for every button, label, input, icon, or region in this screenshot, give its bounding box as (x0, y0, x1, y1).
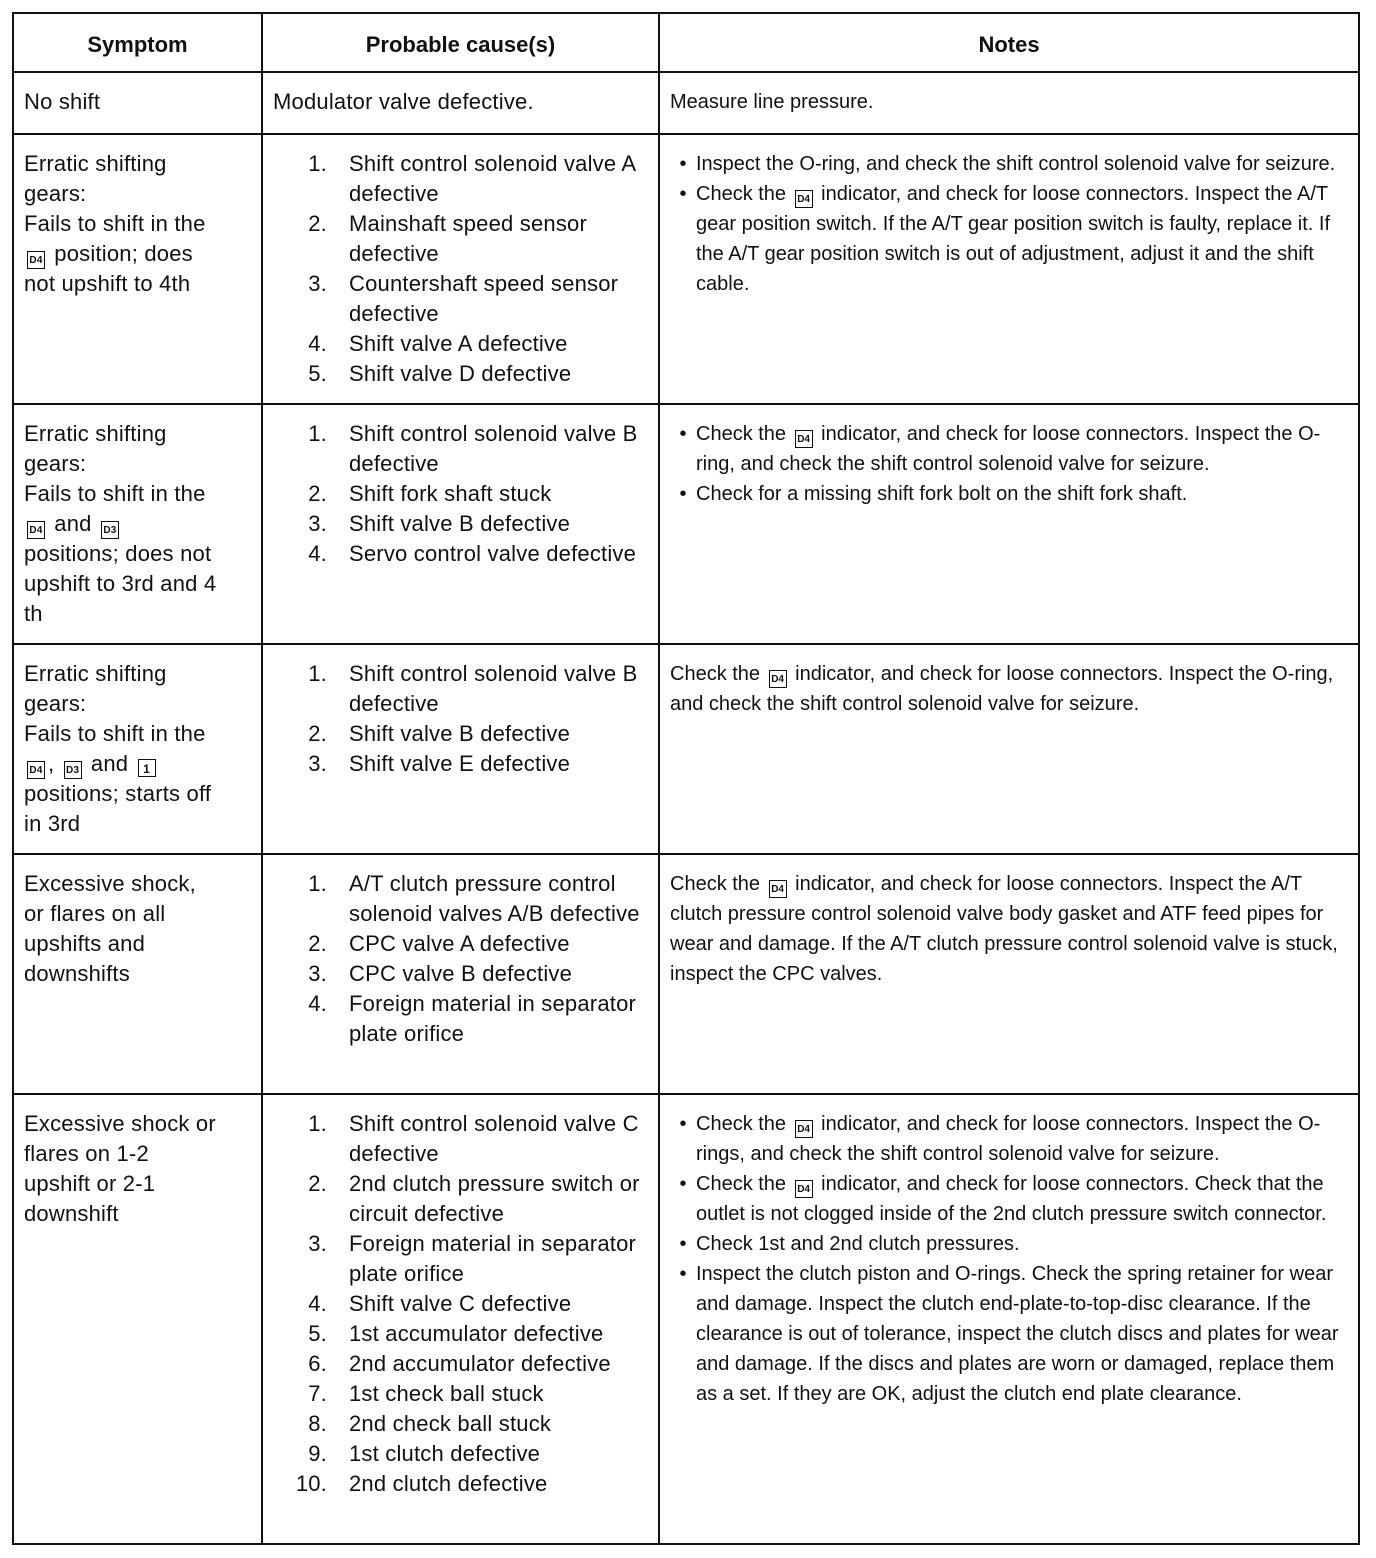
cause-cell (262, 134, 659, 404)
troubleshooting-table (12, 12, 1360, 1545)
symptom-line: upshift to 3rd and 4 (24, 571, 217, 596)
bullet-icon: • (679, 1113, 687, 1135)
cause-number: 5. (308, 361, 327, 386)
cause-text: 2nd clutch pressure switch or circuit defective (349, 1171, 640, 1226)
cause-text: Shift valve B defective (349, 511, 571, 536)
symptom-cell (13, 1094, 262, 1544)
cause-item (287, 479, 648, 509)
cause-list (287, 419, 648, 569)
cause-text: Shift valve C defective (349, 1291, 572, 1316)
cause-item (287, 539, 648, 569)
cause-item (287, 869, 648, 929)
symptom-line: D4 and D3 (24, 509, 251, 539)
cause-cell (262, 72, 659, 134)
notes-item (670, 1169, 1348, 1229)
symptom-line: gears: (24, 451, 87, 476)
position-d4-icon: D4 (795, 1120, 813, 1138)
position-d4-icon: D4 (769, 880, 787, 898)
cause-item (287, 749, 648, 779)
symptom-line: flares on 1-2 (24, 1141, 149, 1166)
cause-number: 3. (308, 961, 327, 986)
cause-text: Countershaft speed sensor defective (349, 271, 619, 326)
notes-text: Check 1st and 2nd clutch pressures. (696, 1233, 1020, 1255)
table-row (13, 404, 1359, 644)
cause-item (287, 1469, 648, 1499)
notes-cell (659, 72, 1359, 134)
symptom-cell (13, 404, 262, 644)
notes-item (670, 479, 1348, 509)
position-d4-icon: D4 (27, 251, 45, 269)
bullet-icon: • (679, 153, 687, 175)
cause-text: 2nd clutch defective (349, 1471, 548, 1496)
notes-text: Check the D4 indicator, and check for loose connectors. Check that the outlet is not clogged inside of the 2nd clutch pressure switch connector. (696, 1173, 1327, 1225)
header-symptom: Symptom (13, 13, 262, 72)
symptom-line: downshift (24, 1201, 119, 1226)
cause-text: Shift control solenoid valve B defective (349, 661, 638, 716)
cause-item (287, 149, 648, 209)
position-1-icon: 1 (138, 759, 156, 777)
cause-text: Foreign material in separator plate orifice (349, 991, 637, 1046)
cause-item (287, 329, 648, 359)
cause-number: 2. (308, 1171, 327, 1196)
cause-text: CPC valve A defective (349, 931, 570, 956)
position-d4-icon: D4 (795, 430, 813, 448)
position-d3-icon: D3 (64, 761, 82, 779)
notes-text: Inspect the clutch piston and O-rings. Check the spring retainer for wear and damage. Inspect the clutch end-plate-to-top-disc clearance. If the clearance is out of tolerance, inspect the clutch discs and plates for wear and damage. If the discs and plates are worn or damaged, replace them as a set. If they are OK, adjust the clutch end plate clearance. (696, 1263, 1339, 1405)
cause-text: Modulator valve defective. (273, 89, 534, 114)
notes-text: Check the D4 indicator, and check for loose connectors. Inspect the A/T clutch pressure control solenoid valve body gasket and ATF feed pipes for wear and damage. If the A/T clutch pressure control solenoid valve is stuck, inspect the CPC valves. (670, 873, 1338, 985)
symptom-line: upshifts and (24, 931, 146, 956)
cause-number: 8. (308, 1411, 327, 1436)
cause-number: 2. (308, 211, 327, 236)
symptom-cell (13, 854, 262, 1094)
cause-item (287, 1169, 648, 1229)
cause-number: 1. (308, 151, 327, 176)
symptom-line: Excessive shock or (24, 1111, 216, 1136)
cause-item (287, 1109, 648, 1169)
cause-text: Shift valve B defective (349, 721, 571, 746)
symptom-line: downshifts (24, 961, 130, 986)
cause-item (287, 1229, 648, 1289)
symptom-line: in 3rd (24, 811, 81, 836)
cause-text: Shift valve A defective (349, 331, 568, 356)
position-d4-icon: D4 (795, 190, 813, 208)
cause-number: 2. (308, 481, 327, 506)
symptom-line: Erratic shifting (24, 151, 167, 176)
notes-item (670, 179, 1348, 299)
header-cause: Probable cause(s) (262, 13, 659, 72)
cause-number: 3. (308, 1231, 327, 1256)
cause-item (287, 1289, 648, 1319)
table-row (13, 644, 1359, 854)
position-d4-icon: D4 (795, 1180, 813, 1198)
symptom-line: positions; does not (24, 541, 212, 566)
cause-number: 7. (308, 1381, 327, 1406)
notes-item (670, 419, 1348, 479)
cause-text: Shift control solenoid valve A defective (349, 151, 636, 206)
bullet-icon: • (679, 1263, 687, 1285)
bullet-icon: • (679, 1233, 687, 1255)
symptom-line: Fails to shift in the (24, 211, 206, 236)
cause-item (287, 1319, 648, 1349)
cause-text: Shift valve E defective (349, 751, 571, 776)
cause-number: 9. (308, 1441, 327, 1466)
table-row (13, 72, 1359, 134)
cause-item (287, 719, 648, 749)
cause-item (287, 209, 648, 269)
symptom-line: upshift or 2-1 (24, 1171, 156, 1196)
notes-text: Check the D4 indicator, and check for loose connectors. Inspect the A/T gear position switch. If the A/T gear position switch is faulty, replace it. If the A/T gear position switch is out of adjustment, adjust it and the shift cable. (696, 183, 1331, 295)
cause-text: 1st clutch defective (349, 1441, 541, 1466)
notes-text: Measure line pressure. (670, 91, 874, 113)
notes-cell (659, 404, 1359, 644)
cause-text: CPC valve B defective (349, 961, 573, 986)
symptom-line: gears: (24, 691, 87, 716)
notes-item (670, 1229, 1348, 1259)
cause-item (287, 1439, 648, 1469)
position-d3-icon: D3 (101, 521, 119, 539)
cause-text: 2nd accumulator defective (349, 1351, 611, 1376)
cause-item (287, 509, 648, 539)
symptom-line: Fails to shift in the (24, 481, 206, 506)
cause-number: 1. (308, 871, 327, 896)
cause-number: 4. (308, 331, 327, 356)
cause-text: Shift valve D defective (349, 361, 572, 386)
symptom-line: Excessive shock, (24, 871, 196, 896)
symptom-line: gears: (24, 181, 87, 206)
cause-number: 4. (308, 991, 327, 1016)
table-row (13, 134, 1359, 404)
cause-number: 6. (308, 1351, 327, 1376)
symptom-cell (13, 134, 262, 404)
symptom-line: No shift (24, 89, 101, 114)
symptom-line: D4 position; does (24, 239, 251, 269)
cause-number: 1. (308, 1111, 327, 1136)
cause-number: 4. (308, 1291, 327, 1316)
table-row (13, 854, 1359, 1094)
cause-list (287, 1109, 648, 1499)
cause-cell (262, 644, 659, 854)
notes-text: Check the D4 indicator, and check for loose connectors. Inspect the O-ring, and check the shift control solenoid valve for seizure. (696, 423, 1321, 475)
bullet-icon: • (679, 483, 687, 505)
cause-text: 2nd check ball stuck (349, 1411, 552, 1436)
cause-list (287, 869, 648, 1049)
cause-item (287, 929, 648, 959)
cause-item (287, 359, 648, 389)
cause-text: Mainshaft speed sensor defective (349, 211, 587, 266)
cause-number: 2. (308, 721, 327, 746)
notes-cell (659, 134, 1359, 404)
cause-number: 3. (308, 511, 327, 536)
header-notes: Notes (659, 13, 1359, 72)
cause-list (287, 659, 648, 779)
cause-text: Shift fork shaft stuck (349, 481, 552, 506)
notes-cell (659, 1094, 1359, 1544)
symptom-line: D4 , D3 and 1 (24, 749, 251, 779)
notes-cell (659, 854, 1359, 1094)
cause-text: 1st check ball stuck (349, 1381, 544, 1406)
notes-list (670, 419, 1348, 509)
cause-number: 1. (308, 421, 327, 446)
cause-text: 1st accumulator defective (349, 1321, 604, 1346)
position-d4-icon: D4 (27, 761, 45, 779)
cause-number: 4. (308, 541, 327, 566)
cause-number: 5. (308, 1321, 327, 1346)
cause-item (287, 1409, 648, 1439)
cause-item (287, 1379, 648, 1409)
cause-item (287, 269, 648, 329)
symptom-cell (13, 644, 262, 854)
cause-item (287, 1349, 648, 1379)
cause-list (287, 149, 648, 389)
bullet-icon: • (679, 1173, 687, 1195)
symptom-line: Erratic shifting (24, 421, 167, 446)
cause-cell (262, 1094, 659, 1544)
notes-item (670, 1259, 1348, 1409)
header-row (13, 13, 1359, 72)
cause-cell (262, 854, 659, 1094)
symptom-line: not upshift to 4th (24, 271, 191, 296)
position-d4-icon: D4 (769, 670, 787, 688)
symptom-line: or flares on all (24, 901, 166, 926)
symptom-cell (13, 72, 262, 134)
cause-number: 3. (308, 271, 327, 296)
notes-list (670, 1109, 1348, 1409)
cause-text: Foreign material in separator plate orifice (349, 1231, 637, 1286)
notes-list (670, 149, 1348, 299)
cause-item (287, 989, 648, 1049)
cause-item (287, 419, 648, 479)
symptom-line: th (24, 601, 43, 626)
notes-cell (659, 644, 1359, 854)
notes-text: Inspect the O-ring, and check the shift control solenoid valve for seizure. (696, 153, 1336, 175)
notes-item (670, 1109, 1348, 1169)
symptom-line: Erratic shifting (24, 661, 167, 686)
cause-number: 1. (308, 661, 327, 686)
cause-number: 2. (308, 931, 327, 956)
notes-text: Check for a missing shift fork bolt on the shift fork shaft. (696, 483, 1188, 505)
table-row (13, 1094, 1359, 1544)
symptom-line: positions; starts off (24, 781, 212, 806)
cause-item (287, 959, 648, 989)
bullet-icon: • (679, 183, 687, 205)
position-d4-icon: D4 (27, 521, 45, 539)
bullet-icon: • (679, 423, 687, 445)
cause-text: Shift control solenoid valve C defective (349, 1111, 639, 1166)
table-body (13, 72, 1359, 1544)
cause-number: 10. (295, 1471, 327, 1496)
symptom-line: Fails to shift in the (24, 721, 206, 746)
notes-text: Check the D4 indicator, and check for loose connectors. Inspect the O-ring, and check the shift control solenoid valve for seizure. (670, 663, 1334, 715)
notes-text: Check the D4 indicator, and check for loose connectors. Inspect the O-rings, and check the shift control solenoid valve for seizure. (696, 1113, 1321, 1165)
cause-text: A/T clutch pressure control solenoid valves A/B defective (349, 871, 640, 926)
cause-text: Servo control valve defective (349, 541, 637, 566)
cause-text: Shift control solenoid valve B defective (349, 421, 638, 476)
cause-item (287, 659, 648, 719)
cause-cell (262, 404, 659, 644)
cause-number: 3. (308, 751, 327, 776)
notes-item (670, 149, 1348, 179)
